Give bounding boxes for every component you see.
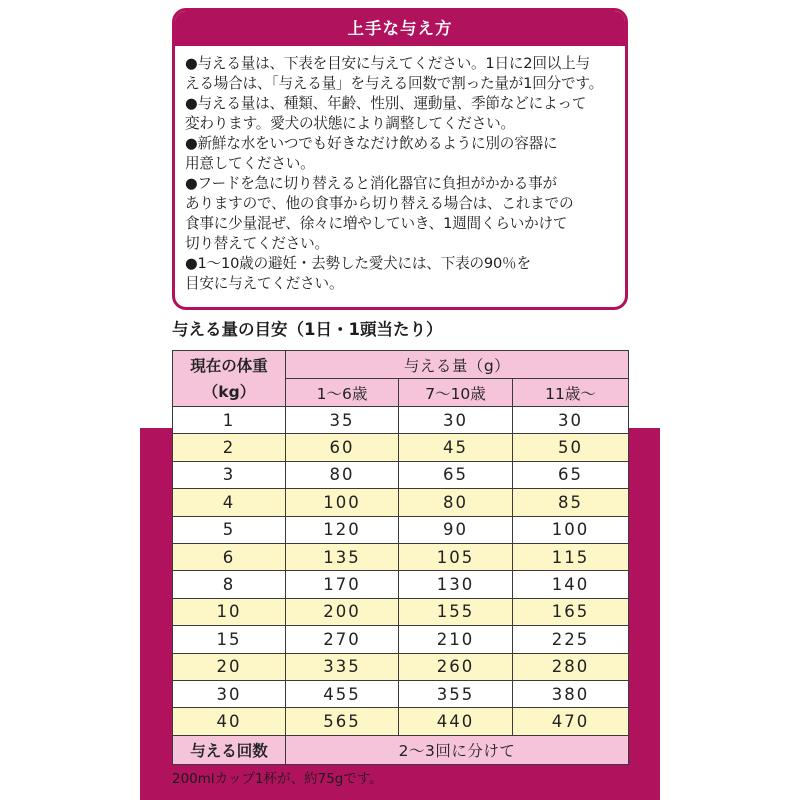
weight-cell: 6	[173, 543, 286, 570]
amount-cell: 170	[286, 571, 399, 598]
age-group-header: 11歳～	[513, 379, 629, 407]
table-footer	[173, 735, 629, 764]
guide-line: ●与える量は、下表を目安に与えてください。1日に2回以上与	[185, 55, 590, 72]
guide-line: ●1～10歳の避妊・去勢した愛犬には、下表の90％を	[185, 255, 531, 272]
table-body	[173, 407, 629, 736]
table-row	[173, 626, 629, 653]
table-row	[173, 680, 629, 707]
guide-line: 変わります。愛犬の状態により調整してください。	[185, 115, 515, 132]
guide-line: ●フードを急に切り替えると消化器官に負担がかかる事が	[185, 175, 557, 192]
table-row	[173, 543, 629, 570]
amount-cell: 65	[513, 461, 629, 488]
table-row	[173, 489, 629, 516]
amount-cell: 440	[399, 708, 513, 735]
weight-cell: 20	[173, 653, 286, 680]
feeding-amount-table	[172, 350, 629, 765]
guide-body	[175, 46, 625, 294]
amount-cell: 60	[286, 434, 399, 461]
amount-cell: 355	[399, 680, 513, 707]
table-row	[173, 461, 629, 488]
feeding-guide-box	[172, 8, 628, 310]
amount-cell: 210	[399, 626, 513, 653]
amount-cell: 30	[399, 407, 513, 434]
weight-cell: 4	[173, 489, 286, 516]
amount-cell: 155	[399, 598, 513, 625]
amount-cell: 260	[399, 653, 513, 680]
amount-cell: 280	[513, 653, 629, 680]
table-row	[173, 407, 629, 434]
amount-cell: 140	[513, 571, 629, 598]
frequency-row	[173, 735, 629, 764]
weight-cell: 30	[173, 680, 286, 707]
amount-cell: 100	[286, 489, 399, 516]
amount-cell: 90	[399, 516, 513, 543]
weight-cell: 5	[173, 516, 286, 543]
guide-line: 食事に少量混ぜ、徐々に増やしていき、1週間くらいかけて	[185, 215, 568, 232]
amount-cell: 120	[286, 516, 399, 543]
weight-cell: 2	[173, 434, 286, 461]
guide-line: ありますので、他の食事から切り替える場合は、これまでの	[185, 195, 574, 212]
age-group-header: 1～6歳	[286, 379, 399, 407]
amount-cell: 45	[399, 434, 513, 461]
table-row	[173, 598, 629, 625]
amount-cell: 85	[513, 489, 629, 516]
guide-line: 用意してください。	[185, 155, 315, 172]
frequency-value: 2～3回に分けて	[286, 735, 629, 764]
amount-cell: 380	[513, 680, 629, 707]
guide-line: ●新鮮な水をいつでも好きなだけ飲めるように別の容器に	[185, 135, 558, 152]
amount-cell: 270	[286, 626, 399, 653]
weight-cell: 8	[173, 571, 286, 598]
amount-cell: 455	[286, 680, 399, 707]
amount-cell: 50	[513, 434, 629, 461]
table-row	[173, 516, 629, 543]
amount-cell: 565	[286, 708, 399, 735]
guide-line: ●与える量は、種類、年齢、性別、運動量、季節などによって	[185, 95, 587, 112]
weight-cell: 10	[173, 598, 286, 625]
guide-line: 目安に与えてください。	[185, 275, 344, 292]
amount-cell: 105	[399, 543, 513, 570]
guide-line: える場合は、「与える量」を与える回数で割った量が1回分です。	[185, 75, 604, 92]
table-heading: 与える量の目安（1日・1頭当たり）	[172, 320, 443, 339]
weight-header-label: 現在の体重	[190, 356, 268, 375]
weight-cell: 40	[173, 708, 286, 735]
amount-cell: 100	[513, 516, 629, 543]
amount-cell: 35	[286, 407, 399, 434]
weight-header-unit: （kg）	[202, 382, 256, 401]
amount-cell: 135	[286, 543, 399, 570]
table-row	[173, 653, 629, 680]
header-row	[173, 351, 629, 379]
amount-cell: 225	[513, 626, 629, 653]
amount-cell: 335	[286, 653, 399, 680]
amount-header: 与える量（g）	[286, 351, 629, 379]
amount-cell: 165	[513, 598, 629, 625]
amount-cell: 80	[286, 461, 399, 488]
weight-cell: 1	[173, 407, 286, 434]
frequency-label: 与える回数	[173, 735, 286, 764]
amount-cell: 200	[286, 598, 399, 625]
weight-header	[173, 351, 286, 407]
guide-title: 上手な与え方	[175, 11, 625, 46]
table-row	[173, 571, 629, 598]
weight-cell: 3	[173, 461, 286, 488]
cup-measure-footnote: 200mlカップ1杯が、約75gです。	[172, 771, 383, 787]
age-group-header: 7～10歳	[399, 379, 513, 407]
table-row	[173, 434, 629, 461]
table-row	[173, 708, 629, 735]
amount-cell: 80	[399, 489, 513, 516]
amount-cell: 30	[513, 407, 629, 434]
table-header	[173, 351, 629, 407]
amount-cell: 115	[513, 543, 629, 570]
amount-cell: 470	[513, 708, 629, 735]
guide-line: 切り替えてください。	[185, 235, 329, 252]
amount-cell: 65	[399, 461, 513, 488]
weight-cell: 15	[173, 626, 286, 653]
amount-cell: 130	[399, 571, 513, 598]
